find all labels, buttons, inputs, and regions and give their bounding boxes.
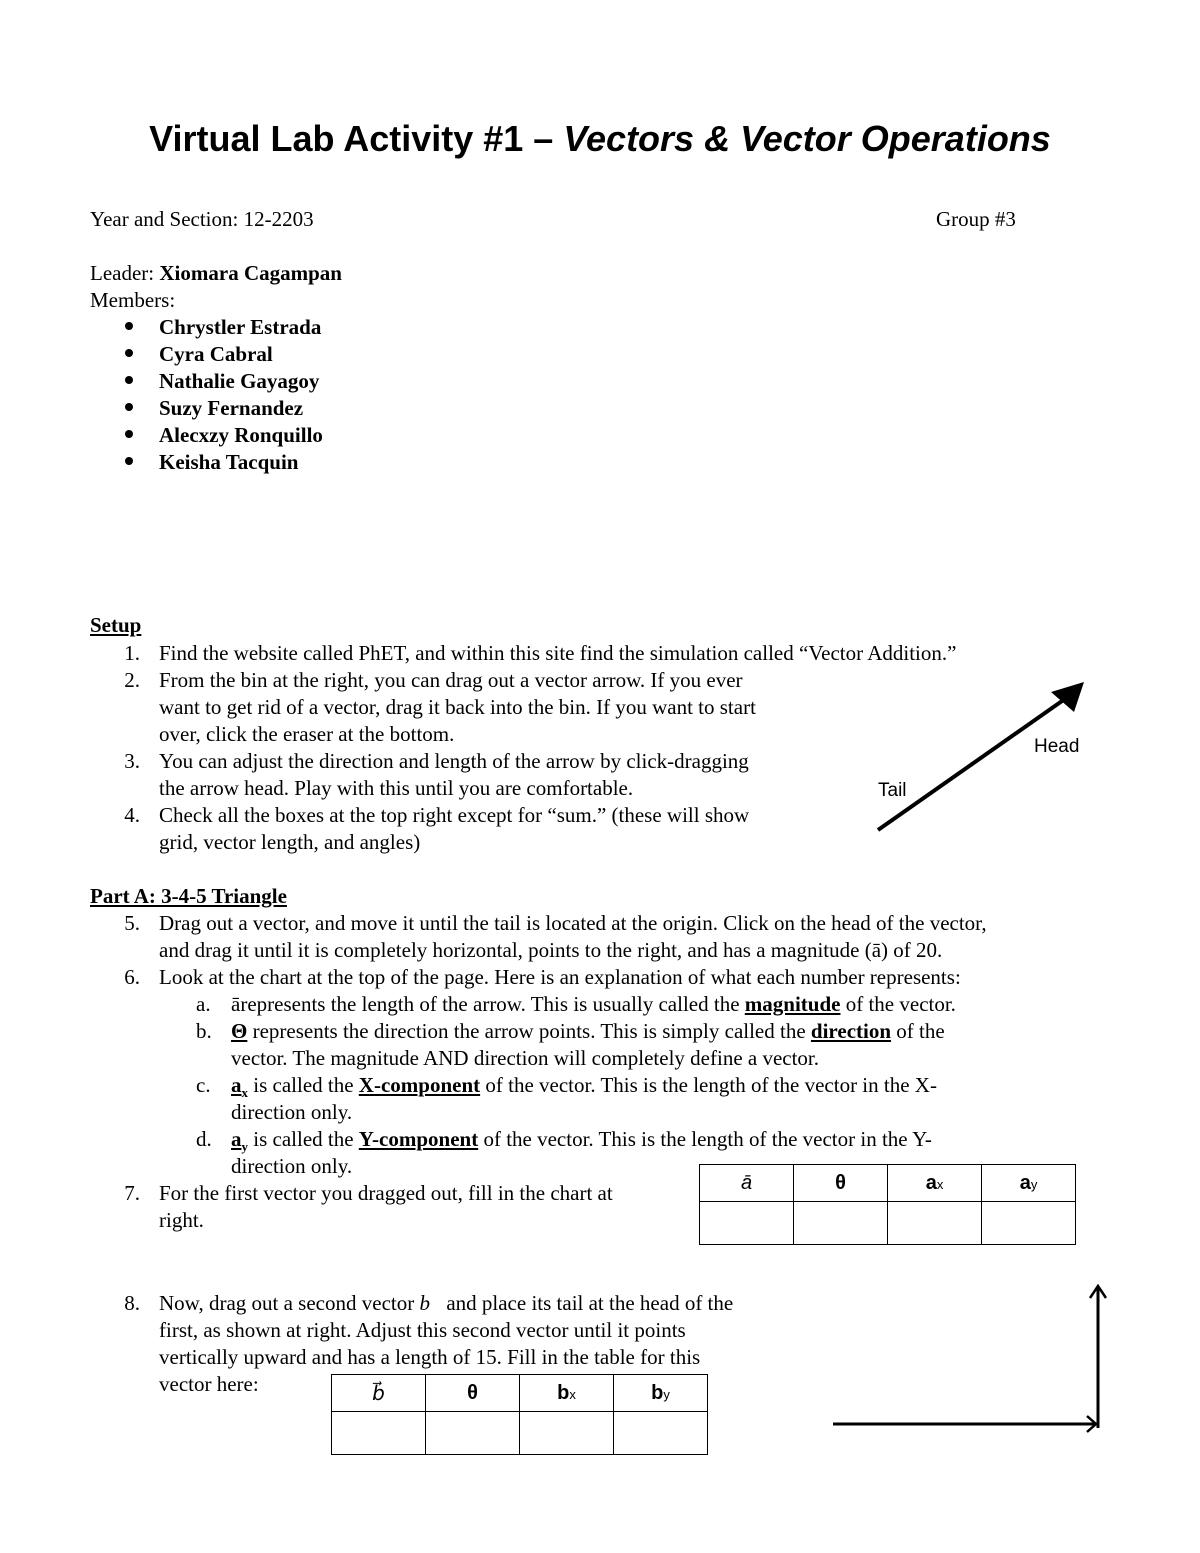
sub-c-text: is called the — [248, 1073, 359, 1097]
title-italic: Vectors & Vector Operations — [563, 118, 1051, 159]
table-cell-input[interactable] — [520, 1412, 614, 1455]
table-header-b-magnitude — [332, 1375, 426, 1412]
member-item: Nathalie Gayagoy — [159, 369, 320, 393]
header-a-symbol: ā — [740, 1171, 753, 1194]
leader-name: Xiomara Cagampan — [159, 261, 342, 285]
vector-b-symbol: b⃗ — [419, 1291, 447, 1315]
sub-c-line-2: direction only. — [231, 1100, 353, 1124]
table-header-theta — [794, 1165, 888, 1202]
bullet-icon — [122, 423, 136, 437]
group-number: Group #3 — [936, 207, 1016, 231]
setup-item-4-line: Check all the boxes at the top right except for “sum.” (these will show — [159, 803, 750, 827]
title-plain: Virtual Lab Activity #1 – — [149, 118, 564, 159]
setup-item-4-line: grid, vector length, and angles) — [159, 830, 421, 854]
item-8-line: first, as shown at right. Adjust this second vector until it points — [159, 1318, 686, 1342]
item-5-line: Drag out a vector, and move it until the tail is located at the origin. Click on the head of the vector, — [159, 911, 987, 935]
leader-label: Leader: — [90, 261, 160, 285]
item-number: 2. — [124, 668, 140, 692]
ay-symbol — [231, 1127, 248, 1155]
tail-label: Tail — [878, 780, 907, 801]
sub-c-text-end: of the vector. This is the length of the vector in the X- — [480, 1073, 937, 1097]
item-7-line: right. — [159, 1208, 204, 1232]
head-label: Head — [1034, 736, 1080, 757]
sub-letter: d. — [196, 1127, 212, 1151]
sub-item-b — [231, 1018, 945, 1045]
sub-letter: c. — [196, 1073, 211, 1097]
header-by-subscript: y — [663, 1386, 670, 1402]
leader-line — [90, 260, 342, 287]
sub-a-text: represents the length of the arrow. This is usually called the — [240, 992, 745, 1016]
setup-item-3-line: You can adjust the direction and length of the arrow by click-dragging — [159, 749, 749, 773]
magnitude-keyword: magnitude — [744, 992, 841, 1016]
table-header-by — [614, 1375, 708, 1412]
header-ax-subscript: x — [936, 1176, 944, 1192]
setup-item-2-line: want to get rid of a vector, drag it back into the bin. If you want to start — [159, 695, 756, 719]
member-item: Suzy Fernandez — [159, 396, 304, 420]
table-header-bx — [520, 1375, 614, 1412]
vector-sum-diagram — [825, 1278, 1115, 1438]
bullet-icon — [122, 450, 136, 464]
table-header-theta — [426, 1375, 520, 1412]
table-cell-input[interactable] — [982, 1202, 1076, 1245]
ax-symbol — [231, 1073, 248, 1101]
item-number: 5. — [124, 911, 140, 935]
bullet-icon — [122, 369, 136, 383]
sub-d-line-2: direction only. — [231, 1154, 353, 1178]
table-header-ay — [982, 1165, 1076, 1202]
sub-b-text: represents the direction the arrow points. This is simply called the — [247, 1019, 811, 1043]
head-tail-arrow-diagram — [860, 670, 1100, 840]
item-5-line: and drag it until it is completely horizontal, points to the right, and has a magnitude (ā) of 20. — [159, 938, 943, 962]
item-number: 7. — [124, 1181, 140, 1205]
table-header-ax — [888, 1165, 982, 1202]
setup-item-2-line: From the bin at the right, you can drag out a vector arrow. If you ever — [159, 668, 743, 692]
member-item: Keisha Tacquin — [159, 450, 299, 474]
table-cell-input[interactable] — [700, 1202, 794, 1245]
theta-symbol: Θ — [231, 1019, 248, 1043]
header-bx-subscript: x — [569, 1386, 576, 1402]
item-6-line: Look at the chart at the top of the page. Here is an explanation of what each number represents: — [159, 965, 961, 989]
header-ay-subscript: y — [1030, 1176, 1038, 1192]
sub-b-line-2: vector. The magnitude AND direction will completely define a vector. — [231, 1046, 820, 1070]
vector-arrow-shaft — [878, 694, 1072, 830]
item-number: 3. — [124, 749, 140, 773]
item-8-line: vertically upward and has a length of 15. Fill in the table for this — [159, 1345, 701, 1369]
header-bx-letter: b — [557, 1381, 570, 1404]
x-component-keyword: X-component — [358, 1073, 481, 1097]
table-cell-input[interactable] — [332, 1412, 426, 1455]
ay-letter: a — [231, 1127, 242, 1151]
magnitude-symbol: ā — [231, 992, 241, 1016]
setup-item-1: Find the website called PhET, and within this site find the simulation called “Vector Addition.” — [159, 641, 957, 665]
ax-subscript: x — [241, 1085, 248, 1101]
header-by-letter: b — [651, 1381, 664, 1404]
sub-d-text: is called the — [248, 1127, 359, 1151]
bullet-icon — [122, 396, 136, 410]
part-a-heading: Part A: 3-4-5 Triangle — [90, 884, 287, 908]
table-cell-input[interactable] — [426, 1412, 520, 1455]
page-title — [0, 118, 1200, 160]
table-header-magnitude — [700, 1165, 794, 1202]
vector-b-table — [331, 1374, 708, 1455]
bullet-icon — [122, 315, 136, 329]
header-theta-symbol: θ — [835, 1171, 846, 1194]
ax-letter: a — [231, 1073, 242, 1097]
sub-letter: b. — [196, 1019, 212, 1043]
table-cell-input[interactable] — [888, 1202, 982, 1245]
sub-item-a — [231, 991, 956, 1018]
item-number: 1. — [124, 641, 140, 665]
member-item: Cyra Cabral — [159, 342, 273, 366]
members-label: Members: — [90, 288, 176, 312]
vector-a-table — [699, 1164, 1076, 1245]
sub-d-text-end: of the vector. This is the length of the vector in the Y- — [478, 1127, 932, 1151]
item-number: 4. — [124, 803, 140, 827]
header-b-symbol: b⃗ — [372, 1382, 385, 1405]
item-8-line: vector here: — [159, 1372, 259, 1396]
sub-letter: a. — [196, 992, 211, 1016]
direction-keyword: direction — [810, 1019, 892, 1043]
item-number: 6. — [124, 965, 140, 989]
ay-subscript: y — [241, 1139, 248, 1155]
table-cell-input[interactable] — [614, 1412, 708, 1455]
setup-heading: Setup — [90, 613, 142, 637]
item-8-text-end: and place its tail at the head of the — [446, 1291, 734, 1315]
y-component-keyword: Y-component — [358, 1127, 479, 1151]
item-8-line — [159, 1290, 733, 1317]
year-section: Year and Section: 12-2203 — [90, 207, 314, 231]
bullet-icon — [122, 342, 136, 356]
item-7-line: For the first vector you dragged out, fill in the chart at — [159, 1181, 613, 1205]
member-item: Chrystler Estrada — [159, 315, 322, 339]
sub-b-text-end: of the — [891, 1019, 945, 1043]
sub-a-text-end: of the vector. — [840, 992, 956, 1016]
item-8-text: Now, drag out a second vector — [159, 1291, 420, 1315]
header-ay-letter: a — [1019, 1171, 1031, 1194]
item-number: 8. — [124, 1291, 140, 1315]
table-cell-input[interactable] — [794, 1202, 888, 1245]
setup-item-3-line: the arrow head. Play with this until you are comfortable. — [159, 776, 634, 800]
header-theta-symbol: θ — [467, 1381, 478, 1404]
header-ax-letter: a — [925, 1171, 937, 1194]
setup-item-2-line: over, click the eraser at the bottom. — [159, 722, 455, 746]
member-item: Alecxzy Ronquillo — [159, 423, 323, 447]
